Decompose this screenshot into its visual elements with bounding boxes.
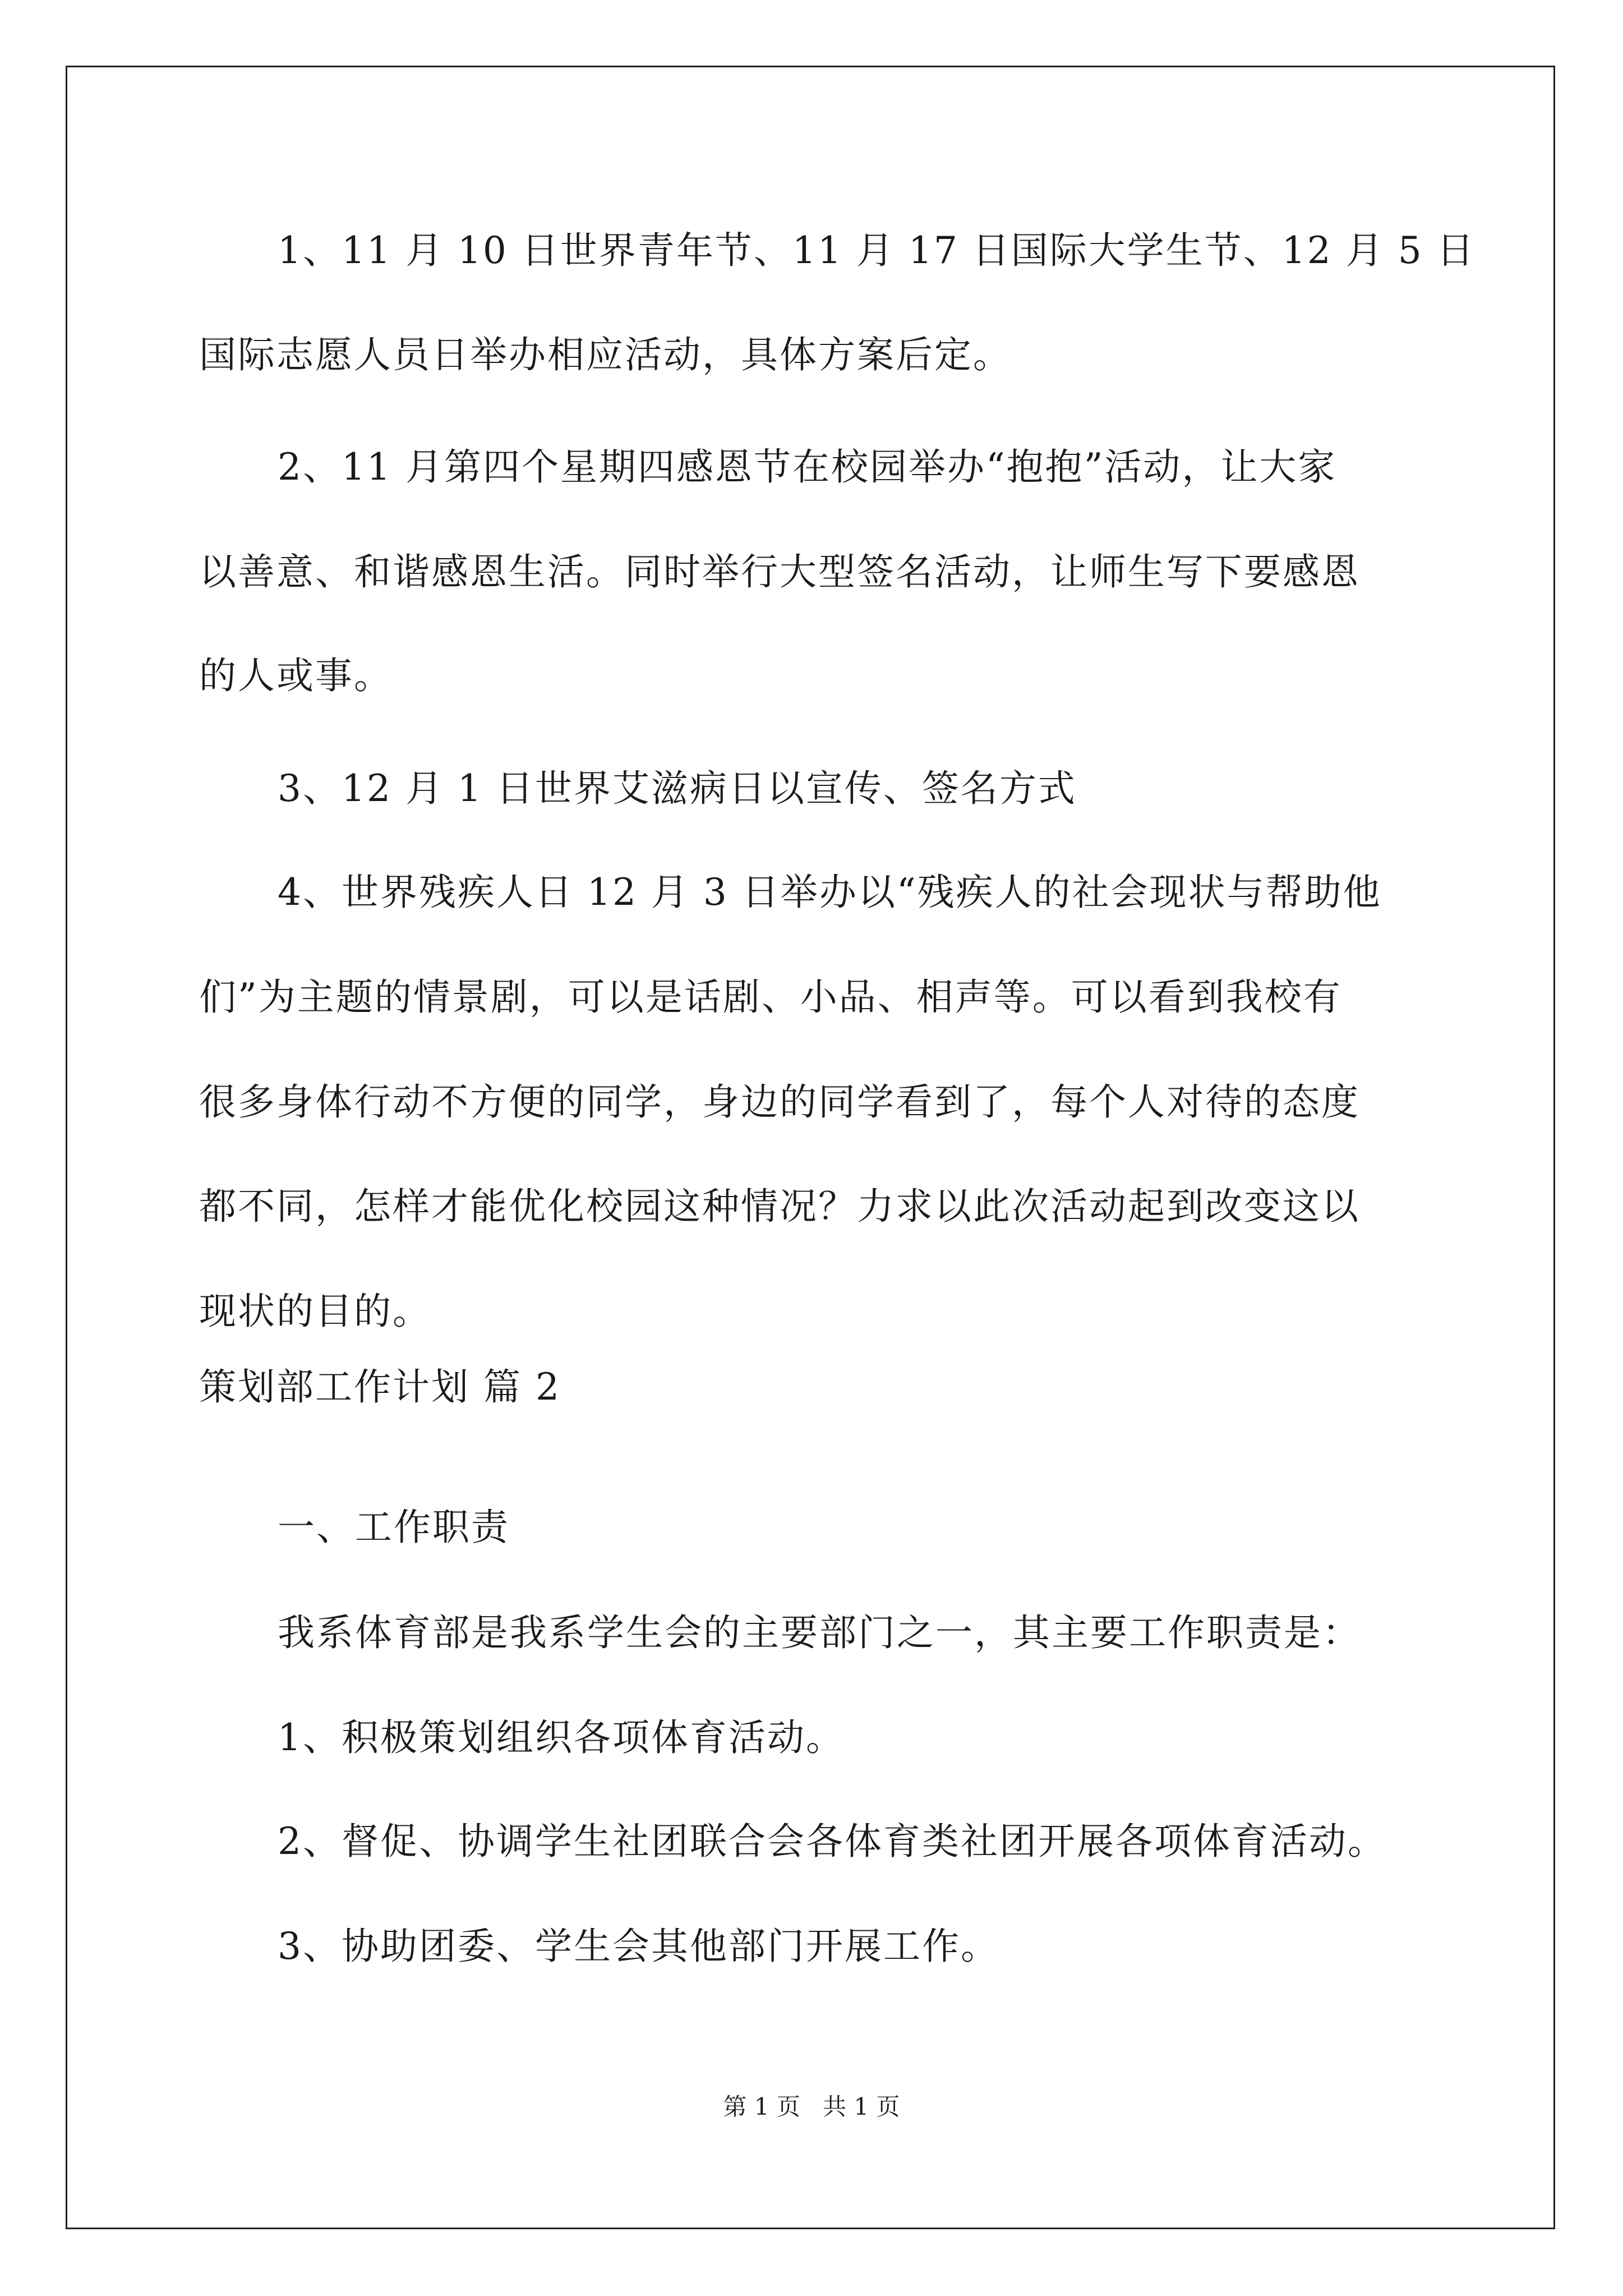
paragraph-1-line-1: 1、11 月 10 日世界青年节、11 月 17 日国际大学生节、12 月 5 日 — [278, 229, 1476, 272]
page-border — [66, 66, 1555, 2229]
duty-item-1: 1、积极策划组织各项体育活动。 — [278, 1716, 845, 1759]
page-number-footer: 第 1 页 共 1 页 — [723, 2093, 900, 2120]
duty-item-3: 3、协助团委、学生会其他部门开展工作。 — [278, 1925, 999, 1968]
paragraph-2-line-3: 的人或事。 — [199, 654, 393, 697]
paragraph-4-line-5: 现状的目的。 — [199, 1290, 431, 1333]
duty-item-2: 2、督促、协调学生社团联合会各体育类社团开展各项体育活动。 — [278, 1820, 1386, 1863]
paragraph-2-line-2: 以善意、和谐感恩生活。同时举行大型签名活动，让师生写下要感恩 — [199, 550, 1360, 593]
paragraph-4-line-3: 很多身体行动不方便的同学，身边的同学看到了，每个人对待的态度 — [199, 1080, 1360, 1124]
paragraph-1-line-2: 国际志愿人员日举办相应活动，具体方案后定。 — [199, 333, 1012, 376]
paragraph-4-line-4: 都不同，怎样才能优化校园这种情况？力求以此次活动起到改变这以 — [199, 1185, 1360, 1228]
subsection-title: 一、工作职责 — [278, 1506, 510, 1549]
paragraph-4-line-2: 们”为主题的情景剧，可以是话剧、小品、相声等。可以看到我校有 — [199, 976, 1342, 1019]
section-heading: 策划部工作计划 篇 2 — [199, 1365, 561, 1409]
paragraph-2-line-1: 2、11 月第四个星期四感恩节在校园举办“抱抱”活动，让大家 — [278, 445, 1337, 489]
paragraph-4-line-1: 4、世界残疾人日 12 月 3 日举办以“残疾人的社会现状与帮助他 — [278, 871, 1382, 914]
paragraph-3-line-1: 3、12 月 1 日世界艾滋病日以宣传、签名方式 — [278, 767, 1077, 810]
duty-intro-line: 我系体育部是我系学生会的主要部门之一，其主要工作职责是： — [278, 1611, 1361, 1654]
